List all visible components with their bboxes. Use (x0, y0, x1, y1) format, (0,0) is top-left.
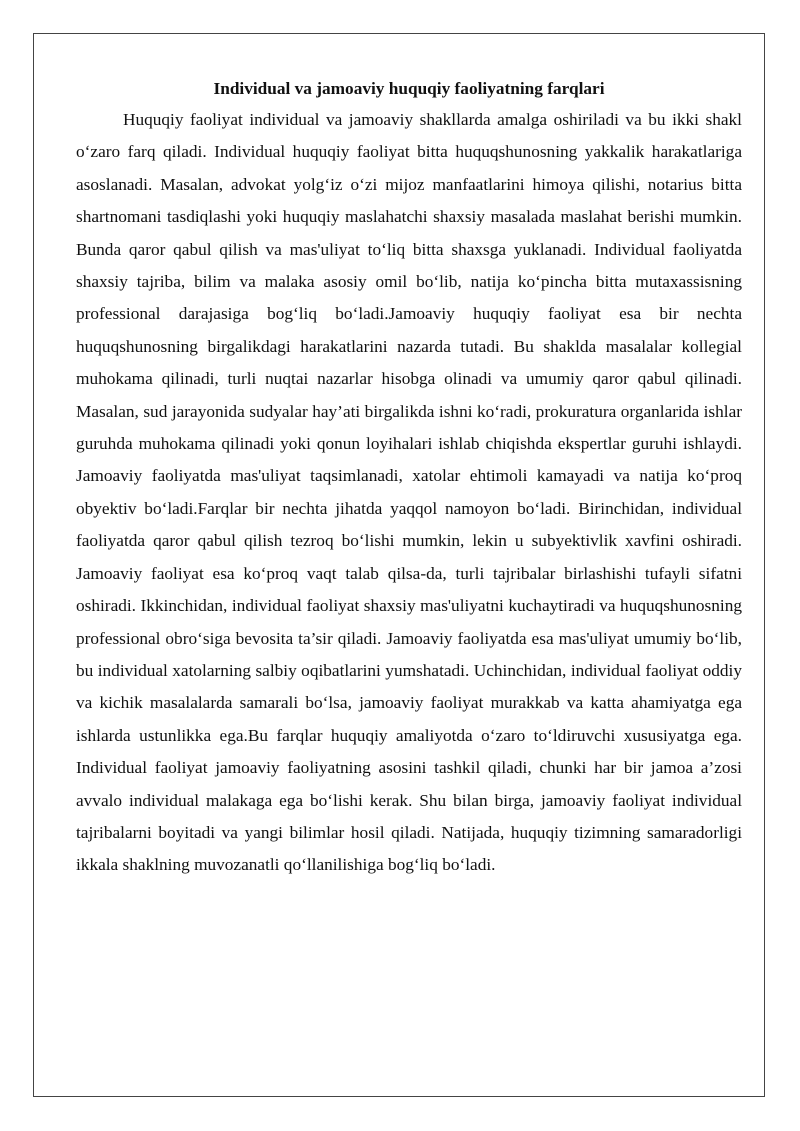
document-title: Individual va jamoaviy huquqiy faoliyatning farqlari (213, 79, 605, 98)
document-content (76, 78, 742, 882)
document-body-paragraph: Huquqiy faoliyat individual va jamoaviy shakllarda amalga oshiriladi va bu ikki shakl o‘zaro farq qiladi. Individual huquqiy faoliyat bitta huquqshunosning yakkalik harakatlariga asoslanadi. Masalan, advokat yolg‘iz o‘zi mijoz manfaatlarini himoya qilishi, notarius bitta shartnomani tasdiqlashi yoki huquqiy maslahatchi shaxsiy masalada maslahat berishi mumkin. Bunda qaror qabul qilish va mas'uliyat to‘liq bitta shaxsga yuklanadi. Individual faoliyatda shaxsiy tajriba, bilim va malaka asosiy omil bo‘lib, natija ko‘pincha bitta mutaxassisning professional darajasiga bog‘liq bo‘ladi.Jamoaviy huquqiy faoliyat esa bir nechta huquqshunosning birgalikdagi harakatlarini nazarda tutadi. Bu shaklda masalalar kollegial muhokama qilinadi, turli nuqtai nazarlar hisobga olinadi va umumiy qaror qabul qilinadi. Masalan, sud jarayonida sudyalar hay’ati birgalikda ishni ko‘radi, prokuratura organlarida ishlar guruhda muhokama qilinadi yoki qonun loyihalari ishlab chiqishda ekspertlar guruhi ishlaydi. Jamoaviy faoliyatda mas'uliyat taqsimlanadi, xatolar ehtimoli kamayadi va natija ko‘proq obyektiv bo‘ladi.Farqlar bir nechta jihatda yaqqol namoyon bo‘ladi. Birinchidan, individual faoliyatda qaror qabul qilish tezroq bo‘lishi mumkin, lekin u subyektivlik xavfini oshiradi. Jamoaviy faoliyat esa ko‘proq vaqt talab qilsa-da, turli tajribalar birlashishi tufayli sifatni oshiradi. Ikkinchidan, individual faoliyat shaxsiy mas'uliyatni kuchaytiradi va huquqshunosning professional obro‘siga bevosita ta’sir qiladi. Jamoaviy faoliyatda esa mas'uliyat umumiy bo‘lib, bu individual xatolarning salbiy oqibatlarini yumshatadi. Uchinchidan, individual faoliyat oddiy va kichik masalalarda samarali bo‘lsa, jamoaviy faoliyat murakkab va katta ahamiyatga ega ishlarda ustunlikka ega.Bu farqlar huquqiy amaliyotda o‘zaro to‘ldiruvchi xususiyatga ega. Individual faoliyat jamoaviy faoliyatning asosini tashkil qiladi, chunki har bir jamoa a’zosi avvalo individual malakaga ega bo‘lishi kerak. Shu bilan birga, jamoaviy faoliyat individual tajribalarni boyitadi va yangi bilimlar hosil qiladi. Natijada, huquqiy tizimning samaradorligi ikkala shaklning muvozanatli qo‘llanilishiga bog‘liq bo‘ladi. (76, 110, 742, 875)
